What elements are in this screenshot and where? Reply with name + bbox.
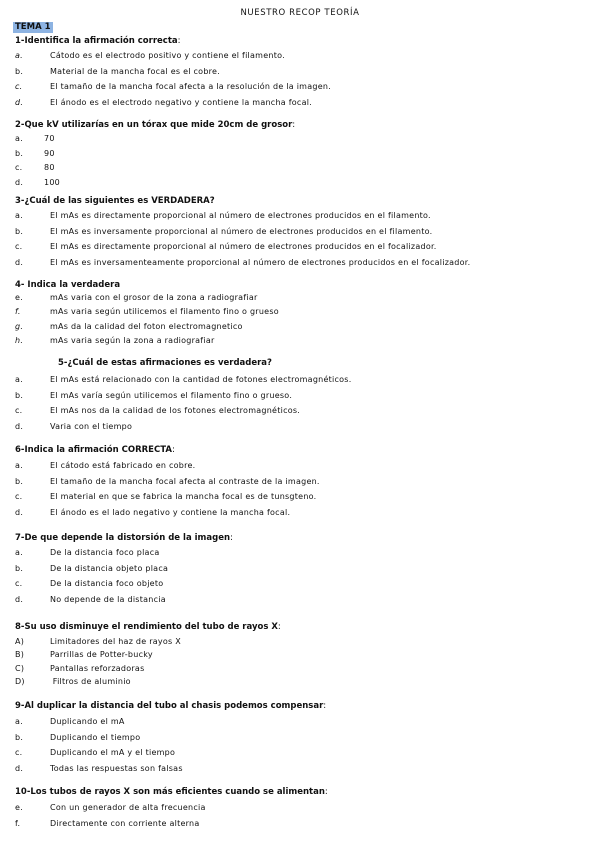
option-letter: c. [15,163,23,172]
option-letter: a. [15,717,23,726]
option-letter: e. [15,803,23,812]
option-letter: c. [15,579,23,589]
option-text: El mAs está relacionado con la cantidad de fotones electromagnéticos. [50,375,352,384]
option-letter: d. [15,257,24,267]
option-text: 90 [44,148,55,158]
question-prompt: 3-¿Cuál de las siguientes es VERDADERA? [15,196,215,206]
option-letter: b. [15,732,24,742]
option-text: El mAs es inversamenteamente proporcional al número de electrones producidos en el focalizador. [50,257,471,267]
option-text: Con un generador de alta frecuencia [50,803,206,812]
option-letter: A) [15,637,25,646]
option-letter: B) [15,650,25,660]
question-prompt: 4- Indica la verdadera [15,280,121,290]
option-text: Limitadores del haz de rayos X [50,637,181,646]
option-text: El ánodo es el electrodo negativo y contiene la mancha focal. [50,97,312,107]
option-letter: c. [15,406,23,415]
question-10-text [15,787,328,797]
option-letter: D) [15,676,25,686]
question-colon: : [177,36,181,46]
option-letter: c. [15,748,23,758]
question-6-text [15,445,175,455]
option-text: Todas las respuestas son falsas [50,764,183,774]
question-3-text [15,196,215,206]
question-colon: : [171,445,175,455]
question-prompt: 5-¿Cuál de estas afirmaciones es verdadera? [58,358,272,368]
option-text: De la distancia foco placa [50,548,160,557]
option-letter: c. [15,82,23,91]
option-letter: g. [15,321,24,331]
option-text: El tamaño de la mancha focal afecta al contraste de la imagen. [50,476,320,486]
question-prompt: 1-Identifica la afirmación correcta [15,36,178,46]
question-prompt: 2-Que kV utilizarías en un tórax que mide 20cm de grosor [15,120,293,130]
option-text: mAs varia con el grosor de la zona a radiografiar [50,293,258,302]
question-colon: : [230,533,233,543]
option-letter: a. [15,51,23,60]
option-letter: a. [15,211,23,220]
option-text: mAs varia según la zona a radiografiar [50,335,215,345]
option-text: 100 [44,177,61,187]
option-text: De la distancia foco objeto [50,579,164,589]
option-letter: c. [15,492,23,501]
option-letter: h. [15,335,24,345]
option-letter: b. [15,563,24,573]
document-title: NUESTRO RECOP TEORÍA [240,8,360,18]
option-text: El material en que se fabrica la mancha focal es de tunsgteno. [50,492,317,501]
question-8-text [15,622,281,632]
question-prompt: 10-Los tubos de rayos X son más eficientes cuando se alimentan [15,787,325,797]
option-text: Varia con el tiempo [50,421,133,431]
option-text: 70 [44,134,55,143]
option-text: Parrillas de Potter-bucky [50,650,153,660]
question-prompt: 8-Su uso disminuye el rendimiento del tubo de rayos X [15,622,278,632]
option-letter: a. [15,375,23,384]
option-text: Directamente con corriente alterna [50,818,200,828]
option-letter: b. [15,148,24,158]
option-text: Duplicando el mA [50,717,125,726]
option-text: Filtros de aluminio [50,676,131,686]
section-tag: TEMA 1 [15,22,51,32]
option-letter: b. [15,476,24,486]
option-text: El tamaño de la mancha focal afecta a la resolución de la imagen. [50,82,331,91]
question-colon: : [292,120,296,130]
option-text: De la distancia objeto placa [50,563,169,573]
question-7-text [15,533,233,543]
option-letter: d. [15,595,24,605]
option-letter: a. [15,548,23,557]
question-prompt: 6-Indica la afirmación CORRECTA [15,445,172,455]
option-letter: d. [15,97,24,107]
option-letter: d. [15,177,24,187]
option-text: Pantallas reforzadoras [50,663,145,673]
question-2-text [15,120,295,130]
question-prompt: 9-Al duplicar la distancia del tubo al chasis podemos compensar [15,701,324,711]
option-text: El mAs es directamente proporcional al número de electrones producidos en el filamento. [50,211,431,220]
option-letter: a. [15,461,23,470]
option-letter: e. [15,293,23,302]
option-text: El mAs es inversamente proporcional al número de electrones producidos en el filamento. [50,226,433,236]
question-5-text [58,358,272,368]
question-prompt: 7-De que depende la distorsión de la imagen [15,533,231,543]
option-text: El ánodo es el lado negativo y contiene la mancha focal. [50,507,291,517]
question-colon: : [323,701,327,711]
option-letter: c. [15,242,23,251]
question-colon: : [277,622,281,632]
option-letter: f. [15,307,21,317]
option-text: 80 [44,163,55,172]
option-letter: C) [15,663,25,673]
option-text: El mAs es directamente proporcional al número de electrones producidos en el focalizador. [50,242,437,251]
option-text: Duplicando el mA y el tiempo [50,748,176,758]
option-text: No depende de la distancia [50,595,166,605]
option-text: mAs da la calidad del foton electromagnetico [50,321,243,331]
option-letter: d. [15,421,24,431]
option-letter: b. [15,226,24,236]
option-letter: f. [15,818,21,828]
question-colon: : [324,787,328,797]
option-text: El cátodo está fabricado en cobre. [50,461,196,470]
option-letter: a. [15,134,23,143]
option-text: Cátodo es el electrodo positivo y contiene el filamento. [50,51,285,60]
option-text: El mAs nos da la calidad de los fotones electromagnéticos. [50,406,301,415]
question-1-text [15,36,181,46]
option-text: mAs varia según utilicemos el filamento fino o grueso [50,307,279,317]
option-text: El mAs varía según utilicemos el filamento fino o grueso. [50,390,293,400]
option-letter: b. [15,390,24,400]
option-letter: d. [15,507,24,517]
option-text: Duplicando el tiempo [50,732,141,742]
question-9-text [15,701,326,711]
question-4-text [15,280,120,290]
option-text: Material de la mancha focal es el cobre. [50,66,220,76]
option-letter: b. [15,66,24,76]
option-letter: d. [15,764,24,774]
